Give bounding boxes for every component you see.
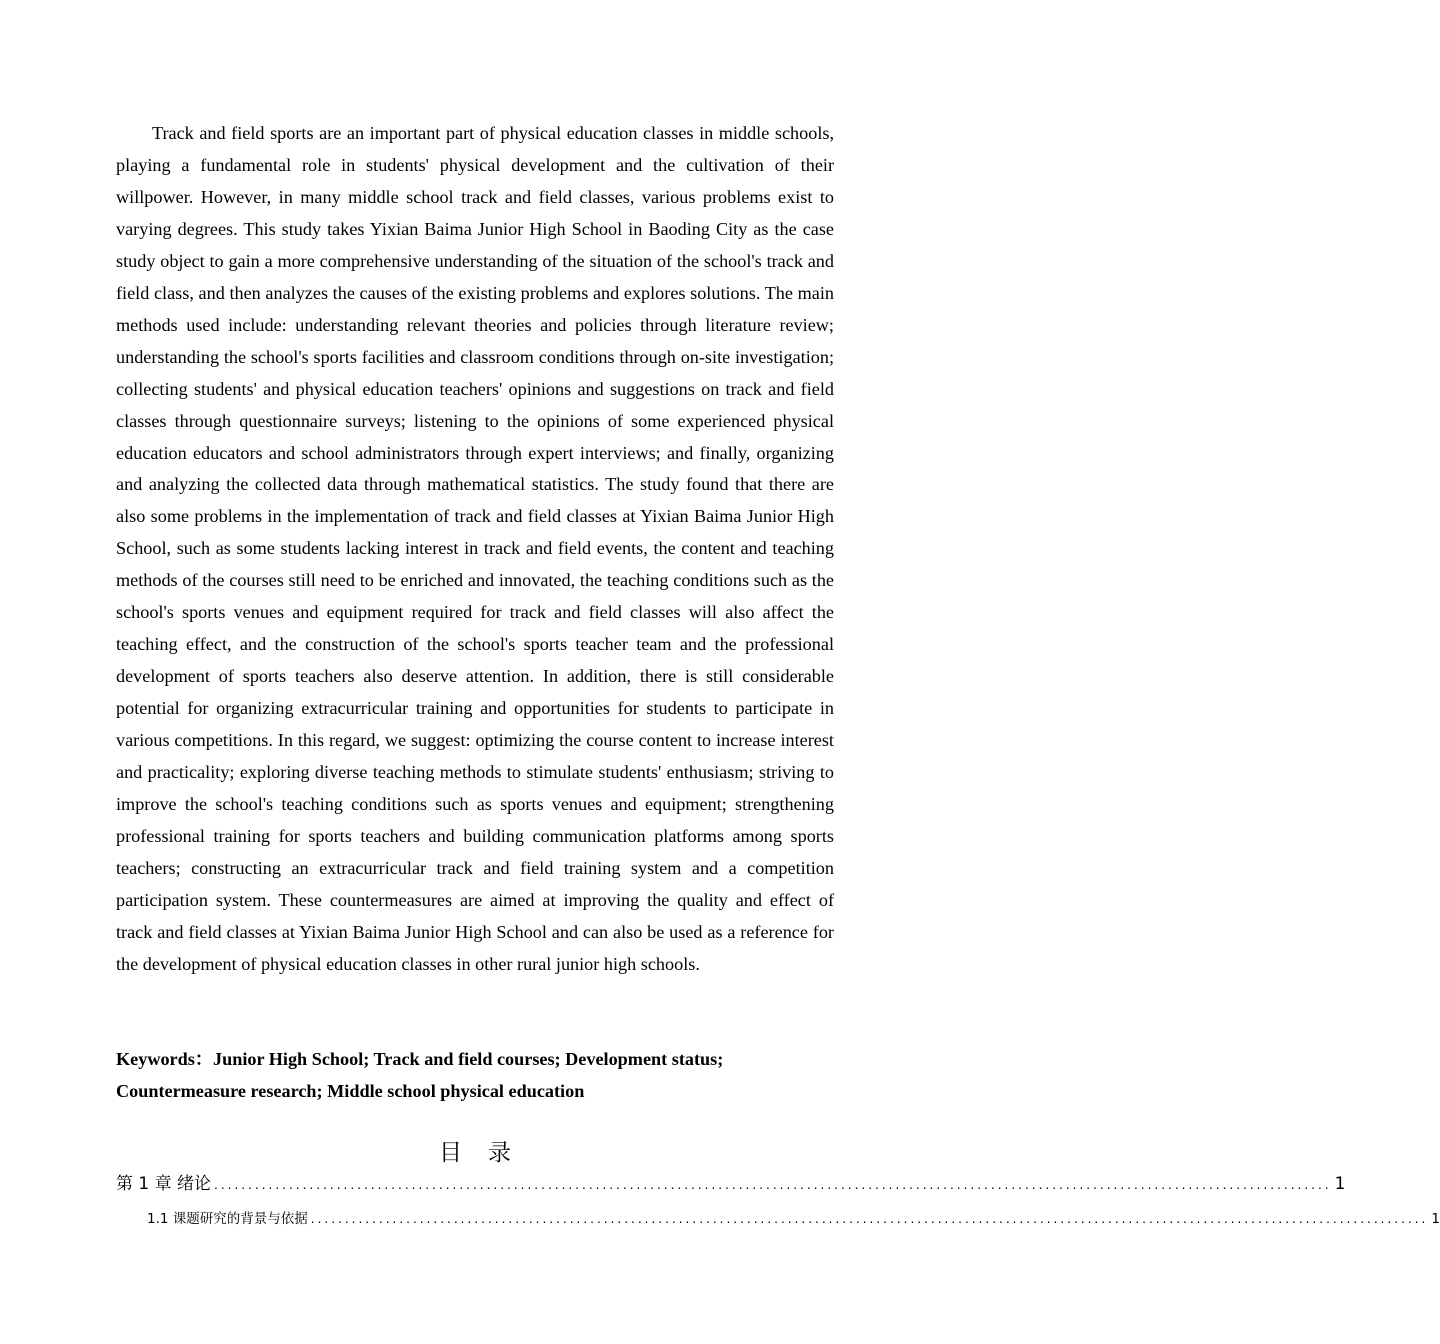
- toc-dot-leader: ....................................................................................................................................................................: [310, 1212, 1429, 1226]
- toc-dot-leader: ....................................................................................................................................................................: [214, 1178, 1332, 1192]
- toc-entry-label: 1.1 课题研究的背景与依据: [147, 1211, 308, 1227]
- abstract-paragraph: Track and field sports are an important part of physical education classes in middle schools, playing a fundamental role in students' physical development and the cultivation of their willpower. However, in many middle school track and field classes, various problems exist to varying degrees. This study takes Yixian Baima Junior High School in Baoding City as the case study object to gain a more comprehensive understanding of the situation of the school's track and field class, and then analyzes the causes of the existing problems and explores solutions. The main methods used include: understanding relevant theories and policies through literature review; understanding the school's sports facilities and classroom conditions through on-site investigation; collecting students' and physical education teachers' opinions and suggestions on track and field classes through questionnaire surveys; listening to the opinions of some experienced physical education educators and school administrators through expert interviews; and finally, organizing and analyzing the collected data through mathematical statistics. The study found that there are also some problems in the implementation of track and field classes at Yixian Baima Junior High School, such as some students lacking interest in track and field events, the content and teaching methods of the courses still need to be enriched and innovated, the teaching conditions such as the school's sports venues and equipment required for track and field classes will also affect the teaching effect, and the construction of the school's sports teacher team and the professional development of sports teachers also deserve attention. In addition, there is still considerable potential for organizing extracurricular training and opportunities for students to participate in various competitions. In this regard, we suggest: optimizing the course content to increase interest and practicality; exploring diverse teaching methods to stimulate students' enthusiasm; striving to improve the school's teaching conditions such as sports venues and equipment; strengthening professional training for sports teachers and building communication platforms among sports teachers; constructing an extracurricular track and field training system and a competition participation system. These countermeasures are aimed at improving the quality and effect of track and field classes at Yixian Baima Junior High School and can also be used as a reference for the development of physical education classes in other rural junior high schools.: [116, 123, 834, 974]
- toc-entry-section-1-1[interactable]: [147, 1207, 1440, 1231]
- toc-title: 目录: [439, 1140, 537, 1166]
- keywords-line: Keywords：Junior High School; Track and field courses; Development status; Countermeasure research; Middle school physical education: [116, 1049, 724, 1101]
- toc-entry-chapter-1[interactable]: [116, 1170, 1346, 1199]
- toc-entry-page: 1: [1431, 1211, 1440, 1227]
- toc-entry-label: 第 1 章 绪论: [116, 1174, 212, 1194]
- toc-entry-page: 1: [1334, 1174, 1346, 1194]
